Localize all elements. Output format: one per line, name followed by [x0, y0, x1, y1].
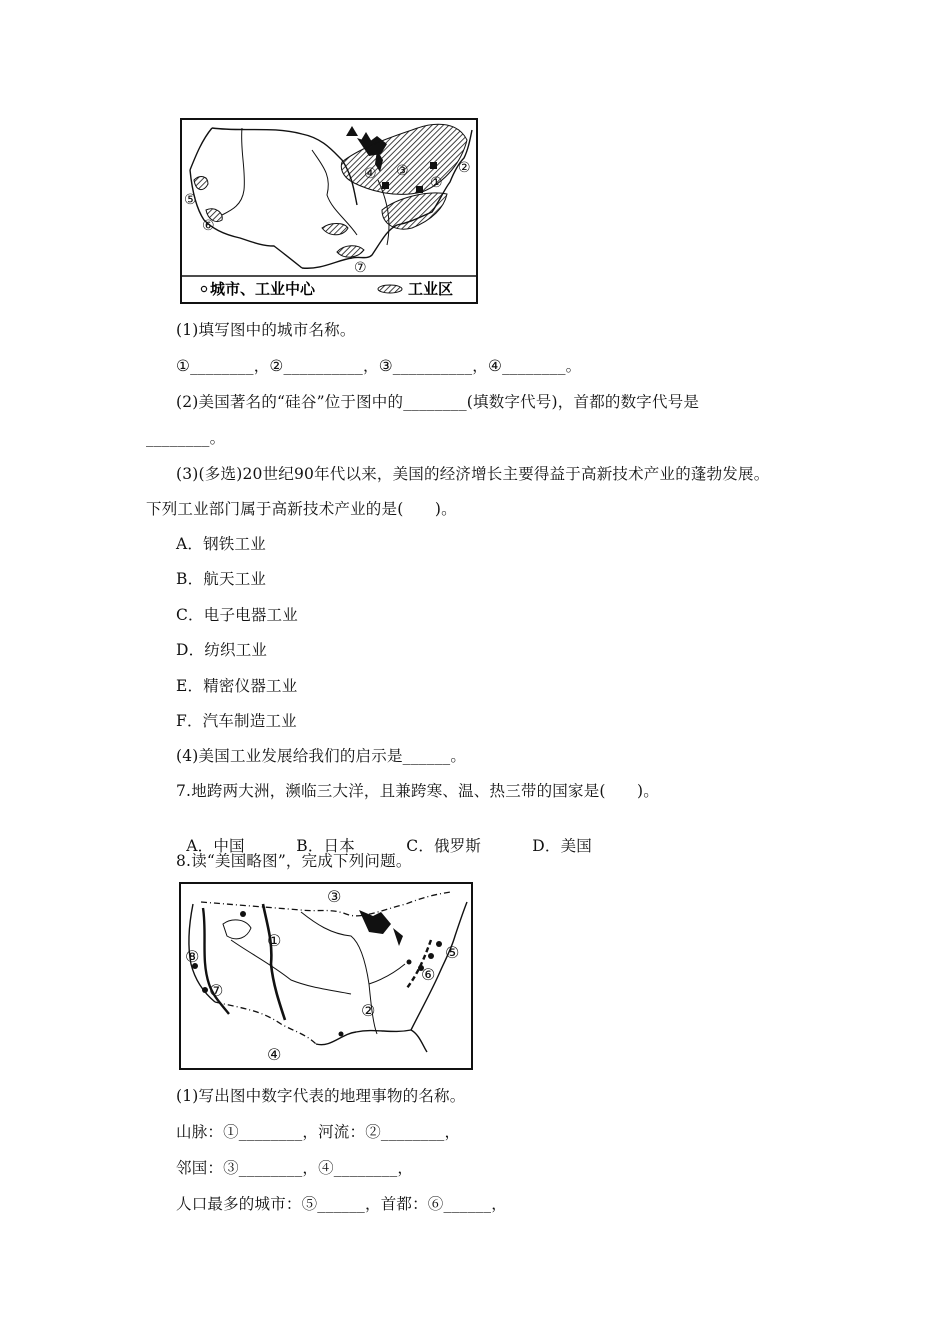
map2-label-2: ②	[361, 1001, 376, 1020]
us-sketch-map	[179, 882, 473, 1070]
map2-label-6: ⑥	[421, 965, 436, 984]
q6-part1-blanks: ①________，②__________，③__________，④________。	[176, 357, 582, 375]
q6-option-a: A．钢铁工业	[176, 535, 266, 553]
map1-label-7: ⑦	[354, 260, 367, 276]
q6-part4: (4)美国工业发展给我们的启示是______。	[176, 747, 467, 765]
map2-label-4: ④	[267, 1045, 282, 1064]
map2-label-1: ①	[267, 931, 282, 950]
q8-line-mountains-rivers: 山脉：①________，河流：②________，	[176, 1123, 461, 1141]
map2-label-7: ⑦	[209, 981, 224, 1000]
map1-label-2: ②	[458, 160, 471, 176]
q7-stem: 7.地跨两大洲，濒临三大洋，且兼跨寒、温、热三带的国家是( )。	[176, 782, 659, 800]
q6-part2-b: ________。	[146, 429, 226, 447]
map1-label-3: ③	[396, 163, 409, 179]
q6-part1: (1)填写图中的城市名称。	[176, 321, 356, 339]
industry-map-drawing	[182, 120, 476, 302]
legend-city-label: 城市、工业中心	[210, 280, 316, 298]
q8-line-cities: 人口最多的城市：⑤______，首都：⑥______，	[176, 1195, 507, 1213]
q7-option-c: C．俄罗斯	[406, 837, 482, 855]
q7-option-d: D．美国	[532, 837, 592, 855]
map1-label-1: ①	[430, 175, 443, 191]
q6-option-b: B．航天工业	[176, 570, 267, 588]
map1-label-4: ④	[364, 166, 377, 182]
map2-label-8: ⑧	[185, 947, 200, 966]
q6-option-d: D．纺织工业	[176, 641, 268, 659]
industry-map	[180, 118, 478, 304]
legend-industry-label: 工业区	[408, 280, 454, 298]
q6-option-c: C．电子电器工业	[176, 606, 298, 624]
q8-part1: (1)写出图中数字代表的地理事物的名称。	[176, 1087, 466, 1105]
q6-option-e: E．精密仪器工业	[176, 677, 298, 695]
map2-label-5: ⑤	[445, 943, 460, 962]
q6-option-f: F．汽车制造工业	[176, 712, 297, 730]
map1-label-6: ⑥	[202, 218, 215, 234]
q7-options	[176, 816, 592, 856]
q6-part2-a: (2)美国著名的“硅谷”位于图中的________(填数字代号)，首都的数字代号是	[176, 393, 700, 411]
us-sketch-map-drawing	[181, 884, 471, 1068]
q8-line-neighbors: 邻国：③________，④________，	[176, 1159, 414, 1177]
q8-stem: 8.读“美国略图”，完成下列问题。	[176, 852, 412, 870]
map1-label-5: ⑤	[184, 192, 197, 208]
q7-option-a: A．中国	[186, 837, 245, 855]
q7-option-b: B．日本	[296, 837, 355, 855]
q6-part3-b: 下列工业部门属于高新技术产业的是( )。	[146, 500, 457, 518]
q6-part3-a: (3)(多选)20世纪90年代以来，美国的经济增长主要得益于高新技术产业的蓬勃发展。	[176, 465, 770, 483]
map2-label-3: ③	[327, 887, 342, 906]
